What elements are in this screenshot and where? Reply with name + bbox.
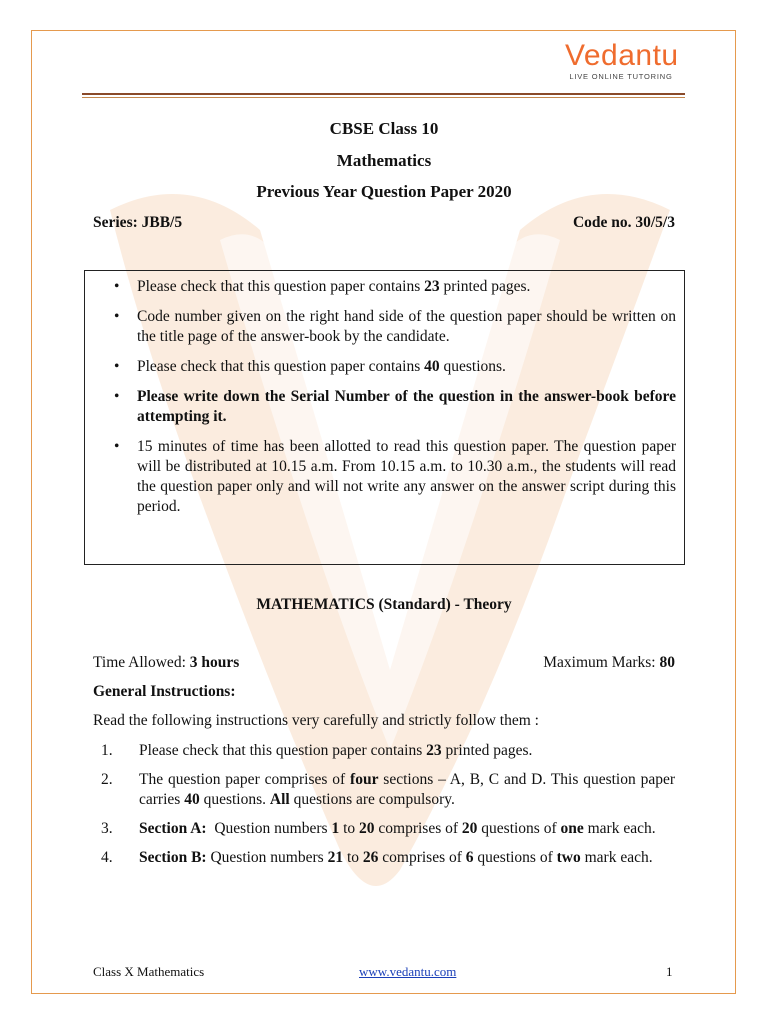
instruction-text: Please check that this question paper contains 23 printed pages. — [139, 742, 533, 759]
time-allowed: Time Allowed: 3 hours — [93, 654, 240, 671]
bullet-text: Please check that this question paper contains 40 questions. — [137, 358, 506, 375]
box-bullet-item — [110, 387, 676, 427]
title-subject: Mathematics — [336, 151, 432, 170]
bullet-dot-icon: • — [114, 308, 120, 325]
title-class: CBSE Class 10 — [329, 119, 439, 138]
instruction-item — [93, 741, 675, 761]
instruction-text: The question paper comprises of four sections – A, B, C and D. This question paper carries 40 questions. All questions are compulsory. — [139, 771, 676, 808]
instruction-number: 2. — [101, 771, 113, 788]
header-rule-thin — [82, 97, 685, 98]
code-number: Code no. 30/5/3 — [572, 214, 675, 231]
bullet-text: 15 minutes of time has been allotted to read this question paper. The question paper will be distributed at 10.15 a.m. From 10.15 a.m. to 10.30 a.m., the students will read the question paper only and will not write any answer on the answer script during this period. — [137, 438, 676, 515]
box-bullet-item — [110, 357, 676, 377]
instruction-item — [93, 819, 675, 839]
general-instructions-heading: General Instructions: — [93, 683, 236, 700]
logo-wordmark: Vedantu — [565, 39, 679, 72]
instruction-text: Section B: Question numbers 21 to 26 comprises of 6 questions of two mark each. — [139, 849, 653, 866]
instruction-number: 1. — [101, 742, 113, 759]
bullet-text: Code number given on the right hand side of the question paper should be written on the title page of the answer-book by the candidate. — [137, 308, 676, 345]
time-marks-row — [93, 654, 675, 672]
series-code: Series: JBB/5 — [93, 214, 183, 231]
series-row — [93, 214, 675, 232]
maximum-marks: Maximum Marks: 80 — [543, 654, 675, 671]
box-bullet-item — [110, 277, 676, 297]
box-bullet-list — [110, 277, 676, 527]
bullet-dot-icon: • — [114, 278, 120, 295]
box-bullet-item — [110, 307, 676, 347]
footer-class: Class X Mathematics — [93, 964, 205, 979]
instruction-text: Section A: Question numbers 1 to 20 comprises of 20 questions of one mark each. — [139, 820, 656, 837]
bullet-dot-icon: • — [114, 388, 120, 405]
instruction-list — [93, 741, 675, 877]
bullet-text: Please check that this question paper contains 23 printed pages. — [137, 278, 531, 295]
vedantu-logo — [565, 40, 677, 90]
instruction-number: 4. — [101, 849, 113, 866]
instruction-item — [93, 848, 675, 868]
footer-link[interactable]: www.vedantu.com — [359, 964, 457, 979]
logo-tagline: LIVE ONLINE TUTORING — [569, 72, 673, 81]
read-instructions-line: Read the following instructions very carefully and strictly follow them : — [93, 712, 539, 729]
box-bullet-item — [110, 437, 676, 517]
page-number: 1 — [666, 964, 673, 979]
instruction-item — [93, 770, 675, 810]
bullet-text: Please write down the Serial Number of the question in the answer-book before attempting it. — [137, 388, 676, 425]
instruction-number: 3. — [101, 820, 113, 837]
title-paper: Previous Year Question Paper 2020 — [256, 182, 512, 201]
bullet-dot-icon: • — [114, 438, 120, 455]
bullet-dot-icon: • — [114, 358, 120, 375]
header-rule-thick — [82, 93, 685, 95]
subject-heading: MATHEMATICS (Standard) - Theory — [256, 596, 512, 613]
